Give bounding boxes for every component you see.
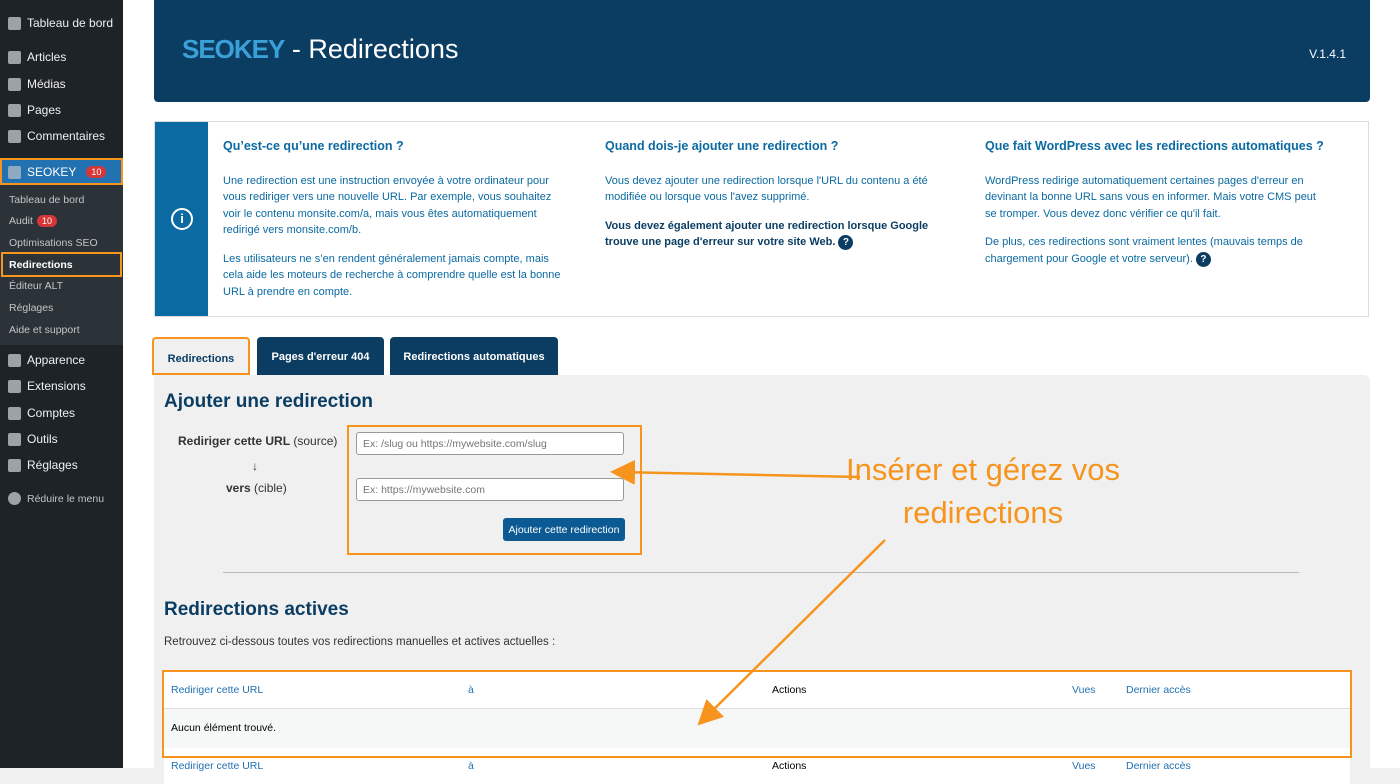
menu-seokey[interactable]: SEOKEY 10 [0,158,123,185]
brush-icon [8,354,21,367]
submenu-help[interactable]: Aide et support [9,324,80,336]
help-icon[interactable]: ? [838,235,853,250]
collapse-icon [8,492,21,505]
annotation-text: Insérer et gérez vos redirections [846,452,1120,530]
badge: 10 [86,166,106,178]
menu-users[interactable]: Comptes [8,406,75,420]
wrench-icon [8,433,21,446]
submenu-audit[interactable]: Audit 10 [9,215,57,227]
menu-dashboard[interactable]: Tableau de bord [8,16,113,30]
settings-icon [8,459,21,472]
menu-comments[interactable]: Commentaires [8,129,105,143]
comment-icon [8,130,21,143]
active-title: Redirections actives [164,599,349,620]
arrow-down-icon: ↓ [252,459,258,473]
submenu-seo[interactable]: Optimisations SEO [9,237,98,249]
seokey-icon [8,166,21,179]
menu-articles[interactable]: Articles [8,50,66,64]
dashboard-icon [8,17,21,30]
plugin-icon [8,380,21,393]
submenu-dashboard[interactable]: Tableau de bord [9,194,85,206]
info-box: i Qu’est-ce qu’une redirection ? Une redirection est une instruction envoyée à votre ordinateur pour vous rediriger vers une nouvelle URL. Par exemple, vous souhaitez voir le contenu monsite.com/a, mais vous êtes automatiquement redirigé vers monsite.com/b. Les utilisateurs ne s’en rendent généralement jamais compte, mais cela aide les moteurs de recherche à comprendre quelle est la bonne URL à prendre en compte. Quand dois-je ajouter une redirection ? Vous devez ajouter une redirection lorsque l'URL du contenu a été modifiée ou lorsque vous l'avez supprimé. Vous devez également ajouter une redirection lorsque Google trouve une page d'erreur sur votre site Web. ? Que fait WordPress avec les redirections automatiques ? WordPress redirige automatiquement certaines pages d'erreur en devinant la bonne URL sans vous en informer. Mais votre CMS peut se tromper. Vous devez donc vérifier ce qu'il fait. De plus, ces redirections sont vraiment lentes (mauvais temps de chargement pour Google et votre serveur). ? [154,121,1369,317]
submenu-settings[interactable]: Réglages [9,302,54,314]
menu-settings[interactable]: Réglages [8,458,78,472]
menu-appearance[interactable]: Apparence [8,353,85,367]
collapse-menu[interactable]: Réduire le menu [8,492,104,505]
menu-extensions[interactable]: Extensions [8,379,86,393]
add-redirection-button[interactable]: Ajouter cette redirection [503,518,625,541]
page-title: - Redirections [291,34,459,64]
logo: SEOKEY [182,34,285,64]
tab-404[interactable]: Pages d'erreur 404 [257,337,384,375]
user-icon [8,407,21,420]
media-icon [8,78,21,91]
admin-sidebar [0,0,123,768]
redirections-table: Rediriger cette URL à Actions Vues Dernier accès Aucun élément trouvé. Rediriger cette URL à Actions Vues Dernier accès [164,672,1350,784]
add-title: Ajouter une redirection [164,391,374,412]
annotation-arrows [123,0,1400,768]
table-highlight [162,670,1352,758]
version: V.1.4.1 [1309,47,1346,61]
menu-pages[interactable]: Pages [8,103,61,117]
menu-tools[interactable]: Outils [8,432,58,446]
submenu-alt[interactable]: Éditeur ALT [9,280,64,292]
submenu-redirections[interactable]: Redirections [1,252,122,277]
help-icon[interactable]: ? [1196,252,1211,267]
redirections-panel: Ajouter une redirection Rediriger cette URL (source) ↓ vers (cible) Ex: /slug ou https://mywebsite.com/slug Ex: https://mywebsite.com Ajouter cette redirection Redirections actives Retrouvez ci-dessous toutes vos redirections manuelles et actives actuelles : Rediriger cette URL à Actions Vues Dernier accès Aucun élément trouvé. Rediriger cette URL à Actions Vues Dernier accès [154,375,1370,775]
info-icon: i [171,208,193,230]
table-row: Aucun élément trouvé. [164,708,1350,748]
tab-redirections[interactable]: Redirections [152,337,250,375]
pages-icon [8,104,21,117]
tab-auto[interactable]: Redirections automatiques [390,337,558,375]
pin-icon [8,51,21,64]
menu-medias[interactable]: Médias [8,77,66,91]
